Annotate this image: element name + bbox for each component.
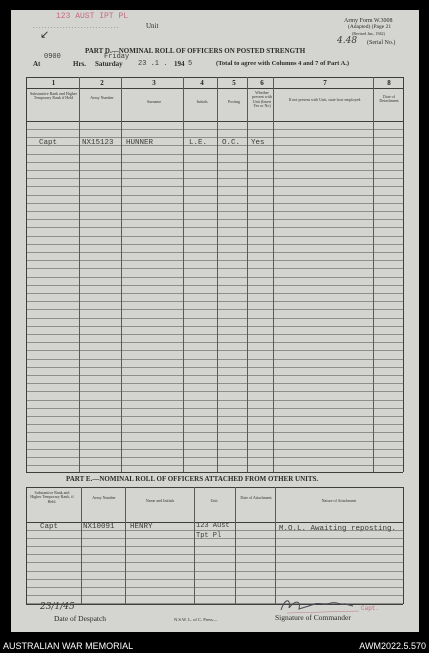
e-col-header-name: Name and Initials [145, 498, 175, 503]
e-col-header-nature: Nature of Attachment [321, 498, 357, 503]
col-number-5: 5 [232, 79, 236, 87]
total-note: (Total to agree with Columns 4 and 7 of Part A.) [216, 60, 350, 67]
despatch-label: Date of Despatch [54, 614, 107, 623]
e-row-army-number: NX10091 [83, 523, 115, 531]
part-d-time: 0900 [44, 53, 61, 61]
footer-bar [0, 640, 429, 653]
part-d-title: PART D.—NOMINAL ROLL OF OFFICERS ON POSTED STRENGTH [85, 47, 306, 55]
ruled-line [26, 571, 403, 572]
ruled-line [26, 587, 403, 588]
ruled-line [26, 546, 403, 547]
row-posting: O.C. [222, 139, 241, 147]
army-form-number: Army Form W.3008 [344, 18, 393, 24]
col-number-4: 4 [200, 79, 204, 87]
col-header-detachment: Date of Detachment [379, 94, 399, 104]
col-number-3: 3 [152, 79, 156, 87]
form-adapted: (Adapted) (Page 21 [348, 24, 392, 30]
unit-stamp: 123 AUST IPT PL [56, 12, 129, 21]
col-number-1: 1 [51, 79, 56, 87]
pencil-mark-icon: ↙ [40, 29, 50, 41]
row-present: Yes [251, 139, 265, 147]
commander-label: Signature of Commander [275, 613, 351, 622]
despatch-date: 23/1/45 [40, 602, 75, 612]
hrs-label: Hrs. [73, 60, 87, 68]
year-suffix: 5 [188, 60, 193, 68]
ruled-line [26, 562, 403, 563]
part-e-table [11, 10, 419, 610]
e-row-nature: M.O.L. Awaiting reposting. [279, 525, 397, 533]
e-row-unit-line1: 123 Aust [196, 522, 230, 530]
e-col-header-army-number: Army Number [92, 495, 116, 500]
col-header-initials: Initials [196, 99, 208, 104]
saturday-printed: Saturday [95, 60, 123, 68]
serial-label: (Serial No.) [367, 40, 396, 46]
e-row-rank: Capt [40, 523, 59, 531]
col-header-how-employed: If not present with Unit, state how employed. [288, 97, 362, 102]
col-number-6: 6 [260, 79, 264, 87]
at-label: At [33, 60, 41, 68]
part-e-title: PART E.—NOMINAL ROLL OF OFFICERS ATTACHED FROM OTHER UNITS. [66, 475, 319, 483]
col-header-rank: Substantive Rank and Higher Temporary Rank if Held [30, 91, 77, 101]
row-rank: Capt [39, 139, 58, 147]
form-sheet [11, 10, 419, 632]
serial-number: 4.48 [337, 36, 358, 46]
col-number-2: 2 [100, 79, 104, 87]
footer-source: AUSTRALIAN WAR MEMORIAL [3, 641, 134, 651]
year-printed: 194 [174, 60, 185, 68]
row-army-number: NX15123 [82, 139, 114, 147]
ruled-line [26, 579, 403, 580]
row-initials: L.E. [189, 139, 208, 147]
e-row-name: HENRY [130, 523, 153, 531]
form-revised: (Revised Jan., 1942) [352, 31, 385, 36]
e-col-header-rank: Substantive Rank and Higher Temporary Rank, if Held. [30, 490, 74, 504]
col-header-army-number: Army Number [90, 95, 114, 100]
part-d-date: 23 .1 . [138, 60, 168, 68]
unit-dotted-line: . . . . . . . . . . . . . . . . . . . . . . . . . . . . . [33, 24, 119, 30]
col-header-surname: Surname [146, 99, 162, 104]
col-number-7: 7 [323, 79, 327, 87]
signature-rank: Capt. [361, 605, 380, 612]
e-col-header-unit: Unit [210, 498, 218, 503]
unit-label: Unit [146, 22, 159, 30]
printer-imprint: N.S.W. L. of C. Press— [174, 617, 218, 622]
e-row-unit-line2: Tpt Pl [196, 532, 222, 540]
e-col-header-date: Date of Attachment [240, 495, 272, 500]
part-d-day: Friday [104, 53, 130, 61]
col-number-8: 8 [387, 79, 391, 87]
col-header-posting: Posting [227, 99, 240, 104]
ruled-line [26, 554, 403, 555]
col-header-present: Whether present with Unit (Insert Yes or No) [252, 90, 272, 109]
footer-accession: AWM2022.5.570 [359, 641, 426, 651]
row-surname: HUNNER [126, 139, 154, 147]
